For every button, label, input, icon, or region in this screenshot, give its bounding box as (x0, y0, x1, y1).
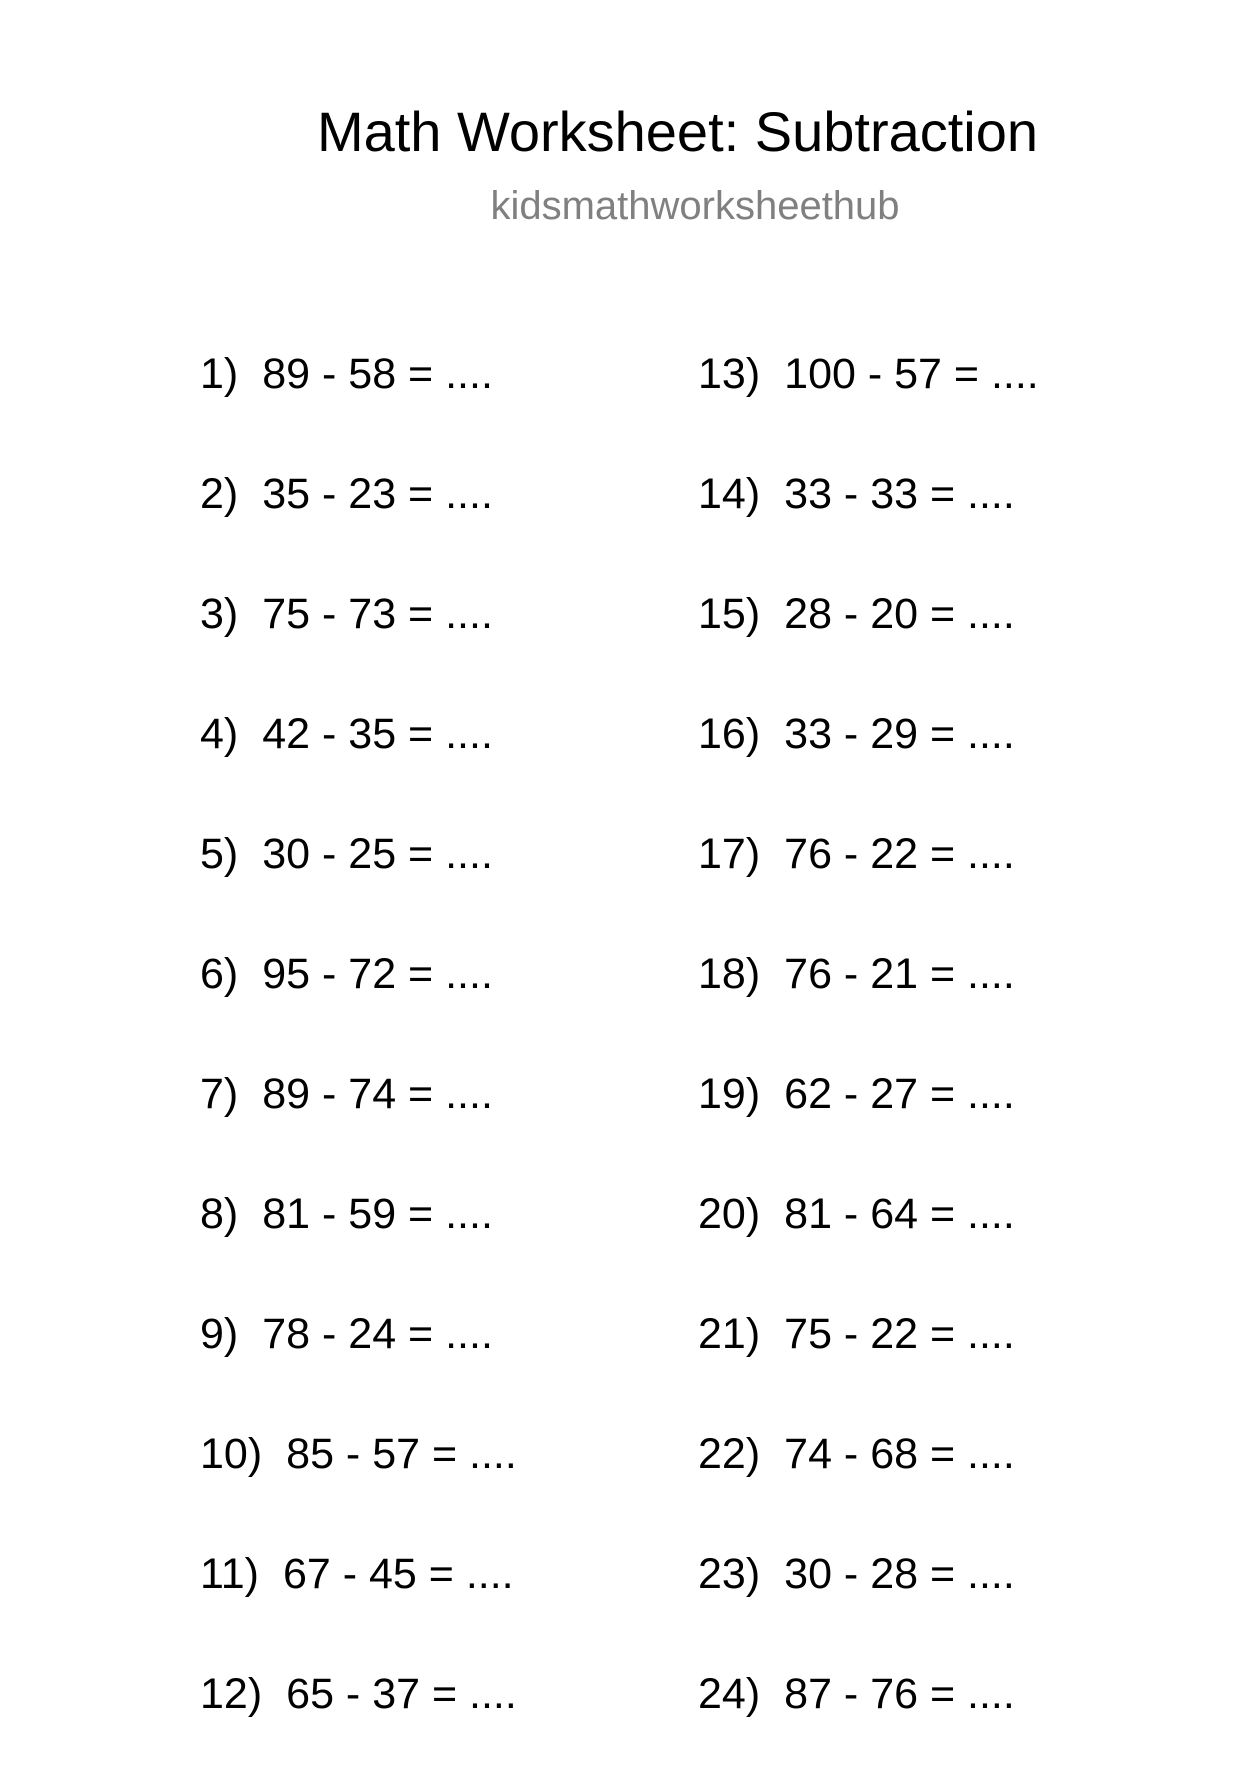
problem-number: 11) (200, 1550, 259, 1598)
problems-column-left (200, 344, 517, 1784)
problem-number: 13) (698, 350, 761, 398)
problem-number: 3) (200, 590, 239, 638)
problem (200, 824, 517, 944)
problems-column-right (698, 344, 1039, 1784)
page-title: Math Worksheet: Subtraction (316, 100, 1039, 163)
problem (200, 1184, 517, 1304)
problem-number: 18) (698, 950, 761, 998)
problem-expression: 81 - 59 = .... (262, 1190, 493, 1238)
problem-expression: 28 - 20 = .... (784, 590, 1015, 638)
problem (200, 584, 517, 704)
problem (200, 1424, 517, 1544)
problem-expression: 76 - 22 = .... (784, 830, 1015, 878)
problem-expression: 30 - 25 = .... (262, 830, 493, 878)
problem-number: 12) (200, 1670, 263, 1718)
problem-number: 14) (698, 470, 761, 518)
problem-expression: 62 - 27 = .... (784, 1070, 1015, 1118)
problem-number: 7) (200, 1070, 239, 1118)
problem-expression: 95 - 72 = .... (262, 950, 493, 998)
problem-expression: 30 - 28 = .... (784, 1550, 1015, 1598)
problem-number: 9) (200, 1310, 239, 1358)
problem (200, 704, 517, 824)
problem-expression: 33 - 29 = .... (784, 710, 1015, 758)
problem-expression: 89 - 58 = .... (262, 350, 493, 398)
problem (698, 824, 1039, 944)
problem-number: 19) (698, 1070, 761, 1118)
problem-number: 17) (698, 830, 761, 878)
problem (200, 1304, 517, 1424)
problem-number: 24) (698, 1670, 761, 1718)
problem-number: 23) (698, 1550, 761, 1598)
problem-expression: 87 - 76 = .... (784, 1670, 1015, 1718)
problem-expression: 75 - 22 = .... (784, 1310, 1015, 1358)
problem-number: 15) (698, 590, 761, 638)
problem-expression: 35 - 23 = .... (262, 470, 493, 518)
problem-number: 4) (200, 710, 239, 758)
problem-expression: 85 - 57 = .... (286, 1430, 517, 1478)
problem (698, 1184, 1039, 1304)
problem (200, 464, 517, 584)
problem-number: 2) (200, 470, 239, 518)
problem-expression: 100 - 57 = .... (784, 350, 1039, 398)
problem (200, 1664, 517, 1784)
problem-expression: 65 - 37 = .... (286, 1670, 517, 1718)
problem-number: 22) (698, 1430, 761, 1478)
problem-expression: 89 - 74 = .... (262, 1070, 493, 1118)
problem-number: 1) (200, 350, 239, 398)
problem-number: 8) (200, 1190, 239, 1238)
problem (698, 704, 1039, 824)
problem (698, 344, 1039, 464)
problem-expression: 81 - 64 = .... (784, 1190, 1015, 1238)
problem-number: 5) (200, 830, 239, 878)
problem (698, 1304, 1039, 1424)
problem-expression: 74 - 68 = .... (784, 1430, 1015, 1478)
problem-number: 10) (200, 1430, 263, 1478)
problem-expression: 76 - 21 = .... (784, 950, 1015, 998)
problem-expression: 78 - 24 = .... (262, 1310, 493, 1358)
problem (200, 944, 517, 1064)
problem-expression: 42 - 35 = .... (262, 710, 493, 758)
problem-expression: 75 - 73 = .... (262, 590, 493, 638)
problem-number: 6) (200, 950, 239, 998)
problem (200, 344, 517, 464)
problem (698, 464, 1039, 584)
problem-number: 20) (698, 1190, 761, 1238)
problem (698, 1544, 1039, 1664)
page-subtitle: kidsmathworksheethub (490, 184, 900, 228)
problem-number: 21) (698, 1310, 761, 1358)
problem (698, 1424, 1039, 1544)
problem-expression: 67 - 45 = .... (282, 1550, 514, 1598)
problem (200, 1064, 517, 1184)
problem (698, 944, 1039, 1064)
problem (698, 1664, 1039, 1784)
problem-number: 16) (698, 710, 761, 758)
problem (698, 1064, 1039, 1184)
problem-expression: 33 - 33 = .... (784, 470, 1015, 518)
problem (698, 584, 1039, 704)
problem (200, 1544, 517, 1664)
